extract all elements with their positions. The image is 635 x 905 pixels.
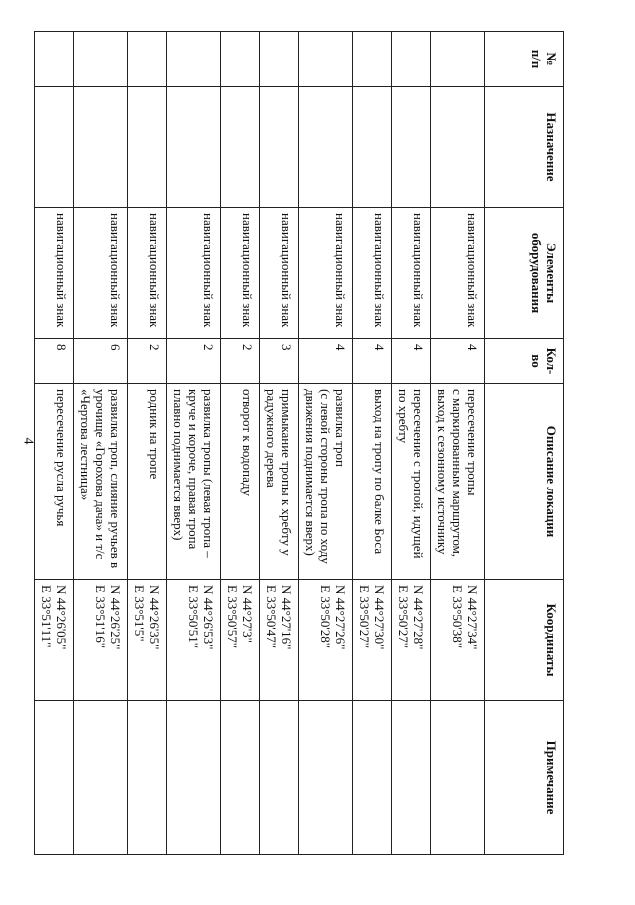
cell-num: [260, 32, 299, 87]
cell-equipment: навигационный знак: [392, 208, 431, 339]
cell-note: [128, 701, 167, 855]
table-row: [221, 32, 260, 855]
cell-description: пересечение русла ручья: [35, 384, 74, 580]
cell-note: [431, 701, 485, 855]
cell-purpose: [299, 87, 353, 208]
cell-coords: N 44°26'05" E 33°51'11": [35, 580, 74, 701]
cell-description: пересечение тропы с маркированным маршрутом, выход к сезонному источнику: [431, 384, 485, 580]
cell-purpose: [431, 87, 485, 208]
cell-description: отворот к водопаду: [221, 384, 260, 580]
cell-equipment: навигационный знак: [35, 208, 74, 339]
cell-num: [299, 32, 353, 87]
page-number: 4: [20, 437, 36, 445]
cell-equipment: навигационный знак: [260, 208, 299, 339]
cell-note: [167, 701, 221, 855]
header-num: № п/п: [485, 32, 564, 87]
cell-note: [74, 701, 128, 855]
cell-description: выход на тропу по балке Боса: [353, 384, 392, 580]
cell-purpose: [35, 87, 74, 208]
cell-description: родник на тропе: [128, 384, 167, 580]
cell-description: развилка тропы (левая тропа – круче и короче, правая тропа плавно поднимается вверх): [167, 384, 221, 580]
cell-purpose: [260, 87, 299, 208]
table-row: [128, 32, 167, 855]
rotated-page: [39, 31, 564, 855]
rotated-table-container: [39, 31, 564, 855]
header-qty: Кол- во: [485, 339, 564, 384]
cell-coords: N 44°27'16" E 33°50'47": [260, 580, 299, 701]
cell-note: [35, 701, 74, 855]
cell-note: [353, 701, 392, 855]
cell-num: [431, 32, 485, 87]
cell-note: [299, 701, 353, 855]
cell-purpose: [74, 87, 128, 208]
cell-num: [221, 32, 260, 87]
table-row: [299, 32, 353, 855]
cell-note: [392, 701, 431, 855]
cell-qty: 4: [299, 339, 353, 384]
cell-qty: 6: [74, 339, 128, 384]
cell-qty: 8: [35, 339, 74, 384]
header-purpose: Назначение: [485, 87, 564, 208]
cell-num: [353, 32, 392, 87]
cell-purpose: [353, 87, 392, 208]
cell-note: [260, 701, 299, 855]
table-row: [392, 32, 431, 855]
cell-qty: 4: [353, 339, 392, 384]
cell-coords: N 44°27'30" E 33°50'27": [353, 580, 392, 701]
cell-coords: N 44°26'25" E 33°51'16": [74, 580, 128, 701]
equipment-table: [34, 31, 564, 855]
table-row: [260, 32, 299, 855]
table-header-row: [485, 32, 564, 855]
cell-coords: N 44°27'34" E 33°50'38": [431, 580, 485, 701]
cell-coords: N 44°27'3" E 33°50'57": [221, 580, 260, 701]
cell-equipment: навигационный знак: [353, 208, 392, 339]
cell-description: развилка троп, слияние ручьев в урочище «Горохова дача» и т/с «Чертова лестница»: [74, 384, 128, 580]
cell-num: [35, 32, 74, 87]
cell-purpose: [221, 87, 260, 208]
table-row: [353, 32, 392, 855]
cell-coords: N 44°27'26" E 33°50'28": [299, 580, 353, 701]
cell-qty: 2: [128, 339, 167, 384]
cell-coords: N 44°27'28" E 33°50'27": [392, 580, 431, 701]
header-coords: Координаты: [485, 580, 564, 701]
cell-qty: 3: [260, 339, 299, 384]
cell-qty: 4: [392, 339, 431, 384]
cell-purpose: [392, 87, 431, 208]
cell-description: развилка троп (с левой стороны тропа по ходу движения поднимается вверх): [299, 384, 353, 580]
header-note: Примечание: [485, 701, 564, 855]
table-row: [74, 32, 128, 855]
cell-coords: N 44°26'35" E 33°51'5": [128, 580, 167, 701]
cell-description: пересечение с тропой, идущей по хребту: [392, 384, 431, 580]
cell-equipment: навигационный знак: [299, 208, 353, 339]
cell-note: [221, 701, 260, 855]
cell-equipment: навигационный знак: [221, 208, 260, 339]
cell-qty: 2: [221, 339, 260, 384]
cell-purpose: [167, 87, 221, 208]
cell-equipment: навигационный знак: [431, 208, 485, 339]
cell-equipment: навигационный знак: [74, 208, 128, 339]
table-body: [35, 32, 485, 855]
header-description: Описание локации: [485, 384, 564, 580]
header-equipment: Элементы оборудования: [485, 208, 564, 339]
cell-num: [128, 32, 167, 87]
cell-qty: 4: [431, 339, 485, 384]
cell-equipment: навигационный знак: [128, 208, 167, 339]
cell-purpose: [128, 87, 167, 208]
cell-description: примыкание тропы к хребту у радужного дерева: [260, 384, 299, 580]
cell-equipment: навигационный знак: [167, 208, 221, 339]
cell-num: [167, 32, 221, 87]
cell-qty: 2: [167, 339, 221, 384]
table-row: [431, 32, 485, 855]
cell-num: [74, 32, 128, 87]
cell-coords: N 44°26'53" E 33°50'51": [167, 580, 221, 701]
table-row: [35, 32, 74, 855]
table-row: [167, 32, 221, 855]
cell-num: [392, 32, 431, 87]
